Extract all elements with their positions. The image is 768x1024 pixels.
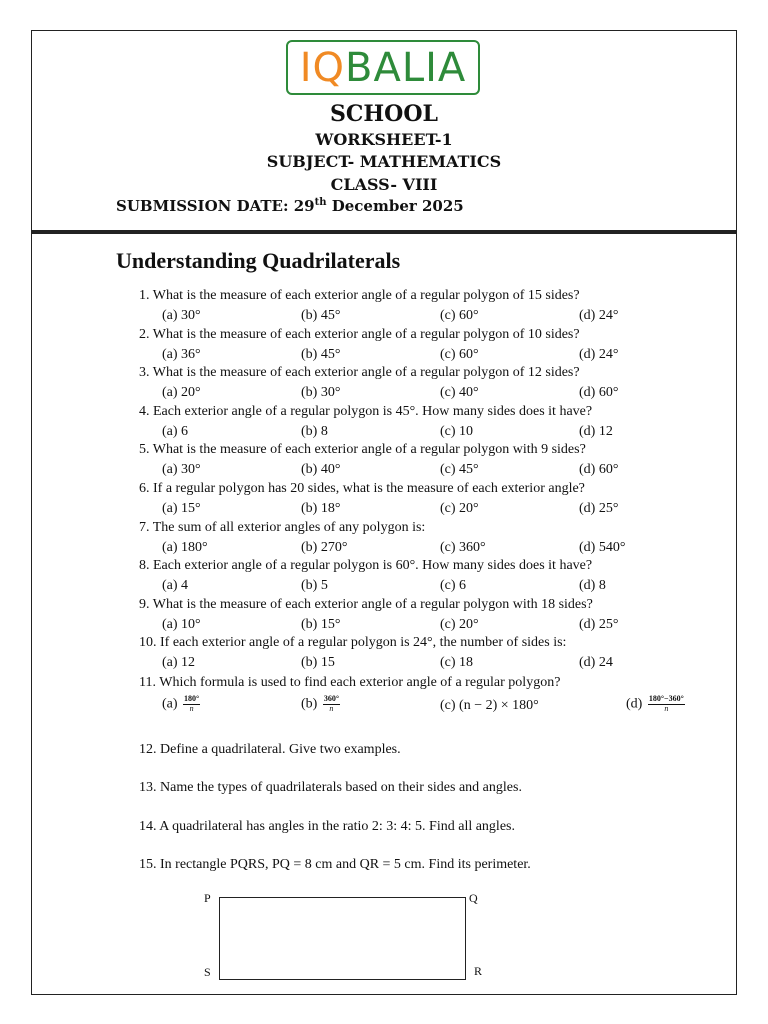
- q11-d-denominator: n: [664, 703, 669, 713]
- q7-option-a: (a) 180°: [162, 539, 208, 555]
- q1-option-d: (d) 24°: [579, 308, 619, 323]
- q3-option-b: (b) 30°: [301, 385, 341, 401]
- rectangle-pqrs-figure: [219, 897, 466, 980]
- q8-option-a: (a) 4: [162, 578, 189, 594]
- question-5: 5. What is the measure of each exterior angle of a regular polygon with 9 sides?: [139, 442, 586, 458]
- q8-option-c: (c) 6: [440, 578, 467, 594]
- q11-d-label: (d): [626, 696, 643, 712]
- submission-date: [116, 197, 464, 215]
- question-1: 1. What is the measure of each exterior angle of a regular polygon of 15 sides?: [139, 288, 580, 303]
- class-heading: CLASS- VIII: [330, 175, 438, 194]
- q11-a-numerator: 180°: [184, 694, 200, 703]
- question-14: 14. A quadrilateral has angles in the ratio 2: 3: 4: 5. Find all angles.: [139, 819, 515, 834]
- q1-option-c: (c) 60°: [440, 308, 479, 323]
- q3-option-a: (a) 20°: [162, 385, 201, 401]
- submission-prefix: SUBMISSION DATE: 29: [116, 197, 315, 215]
- q9-option-d: (d) 25°: [579, 616, 619, 632]
- q2-option-b: (b) 45°: [301, 346, 341, 362]
- school-logo: [286, 40, 480, 95]
- q9-option-c: (c) 20°: [440, 616, 479, 632]
- q11-option-c: (c) (n − 2) × 180°: [440, 698, 539, 713]
- q3-option-d: (d) 60°: [579, 385, 619, 401]
- submission-suffix: December 2025: [326, 197, 464, 215]
- q9-option-b: (b) 15°: [301, 616, 341, 632]
- header-divider: [31, 230, 737, 234]
- q6-option-a: (a) 15°: [162, 501, 201, 516]
- q10-option-d: (d) 24: [579, 655, 613, 671]
- logo-iq-text: IQ: [299, 44, 346, 91]
- worksheet-heading: WORKSHEET-1: [315, 130, 453, 149]
- q7-option-d: (d) 540°: [579, 539, 626, 555]
- q1-option-b: (b) 45°: [301, 308, 341, 323]
- q4-option-c: (c) 10: [440, 423, 474, 439]
- subject-heading: SUBJECT- MATHEMATICS: [266, 152, 502, 171]
- q8-option-d: (d) 8: [579, 578, 606, 594]
- q4-option-a: (a) 6: [162, 423, 189, 439]
- q5-option-a: (a) 30°: [162, 462, 201, 478]
- question-6: 6. If a regular polygon has 20 sides, what is the measure of each exterior angle?: [139, 481, 585, 496]
- q10-option-c: (c) 18: [440, 655, 474, 671]
- q2-option-c: (c) 60°: [440, 346, 479, 362]
- q5-option-d: (d) 60°: [579, 462, 619, 478]
- question-7: 7. The sum of all exterior angles of any polygon is:: [139, 519, 426, 535]
- q11-option-a: [162, 695, 200, 714]
- q11-b-numerator: 360°: [323, 694, 340, 703]
- q2-option-a: (a) 36°: [162, 346, 201, 362]
- q10-option-a: (a) 12: [162, 655, 196, 671]
- question-12: 12. Define a quadrilateral. Give two examples.: [139, 742, 401, 757]
- vertex-label-q: Q: [469, 891, 478, 905]
- q11-d-fraction: [648, 695, 685, 714]
- q11-b-fraction: [323, 695, 340, 714]
- q4-option-b: (b) 8: [301, 423, 328, 439]
- question-11: 11. Which formula is used to find each exterior angle of a regular polygon?: [139, 675, 561, 690]
- q11-option-b: [301, 695, 340, 714]
- question-3: 3. What is the measure of each exterior angle of a regular polygon of 12 sides?: [139, 365, 580, 381]
- q11-a-denominator: n: [189, 703, 194, 713]
- q5-option-c: (c) 45°: [440, 462, 479, 478]
- vertex-label-s: S: [204, 965, 211, 979]
- q6-option-b: (b) 18°: [301, 501, 341, 516]
- q1-option-a: (a) 30°: [162, 308, 201, 323]
- school-heading: SCHOOL: [330, 101, 438, 127]
- q7-option-c: (c) 360°: [440, 539, 486, 555]
- q6-option-c: (c) 20°: [440, 501, 479, 516]
- q9-option-a: (a) 10°: [162, 616, 201, 632]
- question-10: 10. If each exterior angle of a regular polygon is 24°, the number of sides is:: [139, 635, 567, 651]
- q7-option-b: (b) 270°: [301, 539, 348, 555]
- question-13: 13. Name the types of quadrilaterals based on their sides and angles.: [139, 780, 522, 795]
- question-9: 9. What is the measure of each exterior angle of a regular polygon with 18 sides?: [139, 596, 593, 612]
- q11-d-numerator: 180°−360°: [648, 694, 684, 703]
- q10-option-b: (b) 15: [301, 655, 335, 671]
- logo-balia-text: BALIA: [345, 44, 467, 91]
- q3-option-c: (c) 40°: [440, 385, 479, 401]
- q8-option-b: (b) 5: [301, 578, 328, 594]
- question-15: 15. In rectangle PQRS, PQ = 8 cm and QR = 5 cm. Find its perimeter.: [139, 857, 531, 872]
- q11-b-label: (b): [301, 696, 318, 712]
- worksheet-title: Understanding Quadrilaterals: [116, 248, 401, 273]
- q11-a-label: (a): [162, 696, 178, 712]
- q5-option-b: (b) 40°: [301, 462, 341, 478]
- q2-option-d: (d) 24°: [579, 346, 619, 362]
- submission-sup: th: [314, 197, 327, 208]
- question-8: 8. Each exterior angle of a regular polygon is 60°. How many sides does it have?: [139, 558, 593, 574]
- q11-option-d: [626, 695, 685, 714]
- vertex-label-r: R: [474, 964, 483, 978]
- q11-a-fraction: [183, 695, 200, 714]
- question-4: 4. Each exterior angle of a regular polygon is 45°. How many sides does it have?: [139, 403, 593, 419]
- q4-option-d: (d) 12: [579, 423, 613, 439]
- vertex-label-p: P: [204, 891, 211, 905]
- question-2: 2. What is the measure of each exterior angle of a regular polygon of 10 sides?: [139, 326, 580, 342]
- q6-option-d: (d) 25°: [579, 501, 619, 516]
- q11-b-denominator: n: [329, 703, 334, 713]
